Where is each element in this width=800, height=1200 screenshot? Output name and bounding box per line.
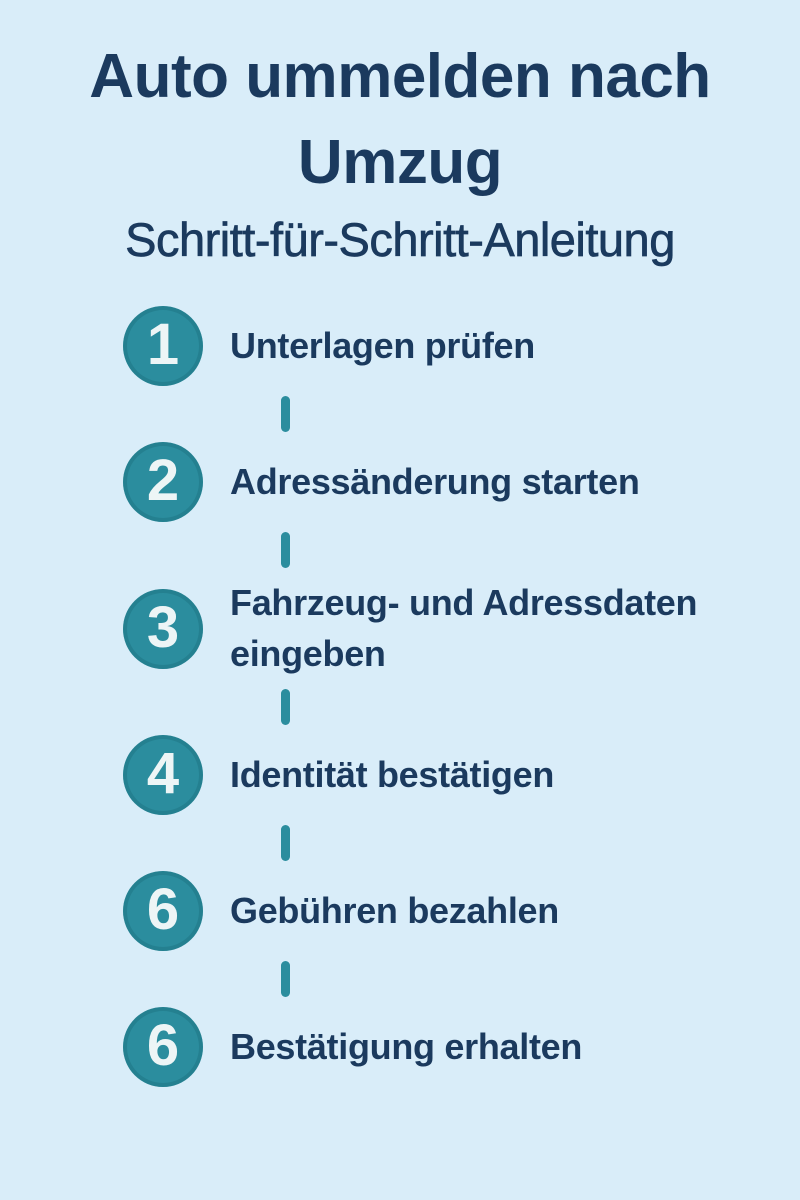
step-label: Identität bestätigen (230, 753, 555, 795)
step-number: 3 (146, 594, 180, 660)
step-number: 1 (146, 312, 180, 378)
step-number: 4 (146, 740, 180, 806)
page-title: Auto ummelden nach Umzug (89, 42, 711, 197)
step-number: 6 (146, 1012, 180, 1078)
step-connector-dash (281, 961, 290, 997)
step-number: 2 (146, 448, 180, 514)
step-number-badge (123, 1007, 203, 1087)
step-connector-dash (281, 689, 290, 725)
step-label: Bestätigung erhalten (230, 1025, 583, 1067)
page-subtitle: Schritt-für-Schritt-Anleitung (125, 213, 675, 267)
step-label: Gebühren bezahlen (230, 889, 559, 931)
step-number-badge (123, 871, 203, 951)
step-item-5 (123, 871, 800, 951)
step-number-badge (123, 735, 203, 815)
step-number-badge (123, 442, 203, 522)
step-label: Unterlagen prüfen (230, 324, 535, 366)
step-connector-dash (281, 825, 290, 861)
step-number: 6 (146, 876, 180, 942)
step-item-1 (123, 306, 800, 386)
step-label: Fahrzeug- und Adressdaten eingeben (230, 582, 698, 674)
step-number-badge (123, 589, 203, 669)
step-connector-dash (281, 532, 290, 568)
step-item-2 (123, 442, 800, 522)
step-label: Adressänderung starten (230, 460, 640, 502)
step-number-badge (123, 306, 203, 386)
step-item-4 (123, 735, 800, 815)
step-item-6 (123, 1007, 800, 1087)
step-connector-dash (281, 396, 290, 432)
steps-list (0, 306, 800, 1087)
step-item-3 (123, 578, 800, 679)
